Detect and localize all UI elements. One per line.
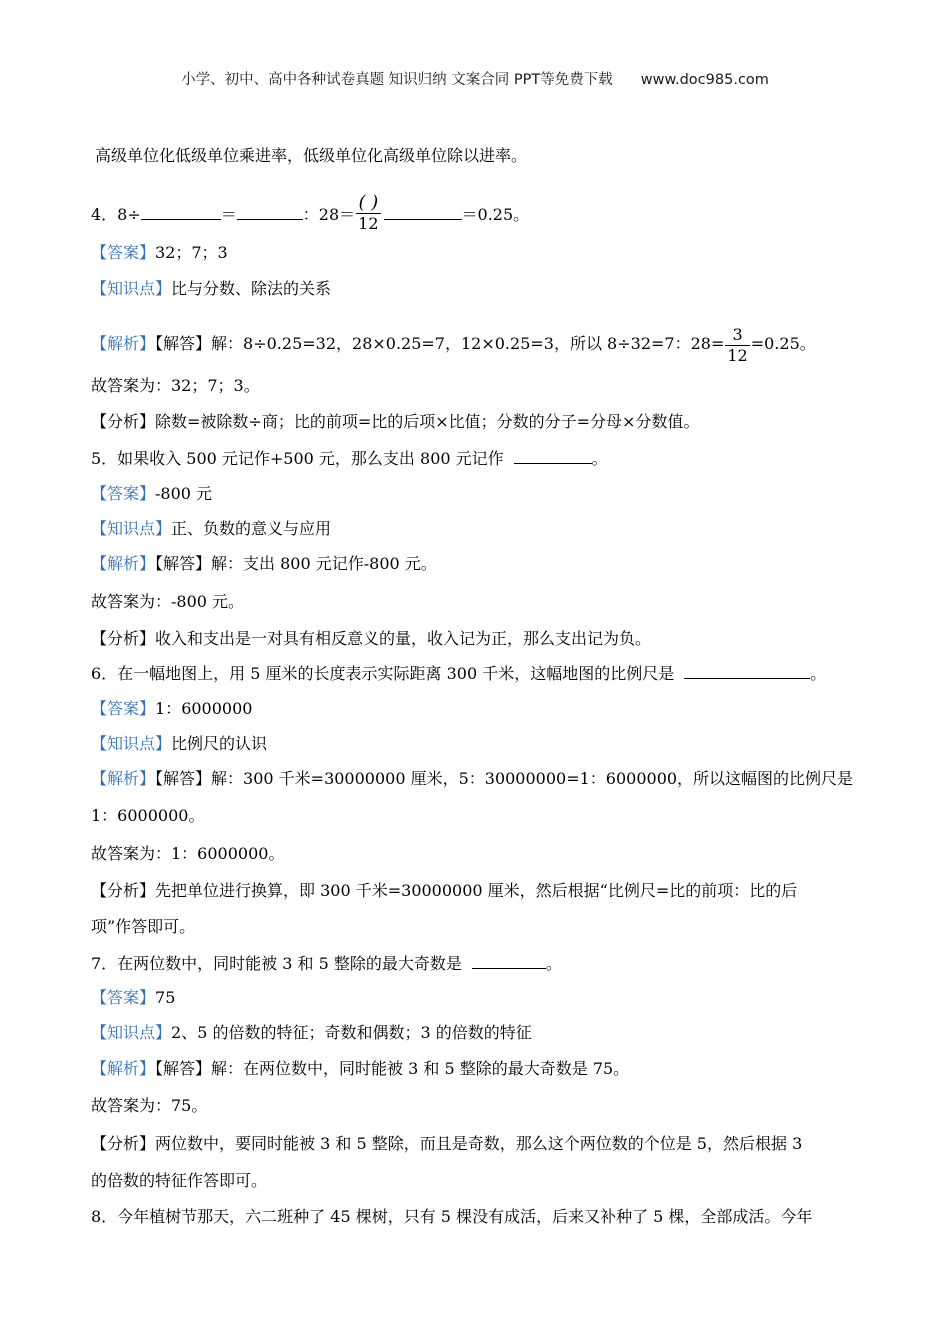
q4-fraction-numerator: ( ) xyxy=(356,193,380,214)
q7-solution xyxy=(91,1059,629,1079)
q5-blank xyxy=(514,449,592,464)
q4-equals: ＝ xyxy=(220,205,237,224)
q4-solution-fraction xyxy=(725,325,749,366)
q6-knowledge xyxy=(91,734,267,754)
q7-question xyxy=(91,954,562,974)
q6-solution xyxy=(91,769,853,789)
q5-solution-text: 解：支出 800 元记作-800 元。 xyxy=(211,554,437,573)
q7-blank xyxy=(472,954,546,969)
solve-label: 【解答】 xyxy=(155,1059,212,1078)
q4-solution-numerator: 3 xyxy=(725,325,749,346)
q4-reason-text: 除数=被除数÷商；比的前项=比的后项×比值；分数的分子=分母×分数值。 xyxy=(155,412,700,431)
reason-label: 【分析】 xyxy=(91,412,156,431)
header-title: 小学、初中、高中各种试卷真题 知识归纳 文案合同 PPT等免费下载 xyxy=(181,72,613,88)
q6-question xyxy=(91,664,826,684)
reason-label: 【分析】 xyxy=(91,1134,156,1153)
q4-blank-2 xyxy=(237,205,303,220)
solve-label: 【解答】 xyxy=(155,554,212,573)
q6-final: 故答案为：1：6000000。 xyxy=(91,844,285,863)
q4-knowledge-text: 比与分数、除法的关系 xyxy=(171,279,332,298)
q7-answer xyxy=(91,988,175,1008)
q4-end: ＝0.25。 xyxy=(461,205,530,224)
q5-answer-text: -800 元 xyxy=(155,484,213,503)
q5-final: 故答案为：-800 元。 xyxy=(91,592,245,611)
q6-reason-cont: 项”作答即可。 xyxy=(91,917,196,936)
q6-answer-text: 1：6000000 xyxy=(155,699,253,718)
q5-question-text: 5．如果收入 500 元记作+500 元，那么支出 800 元记作 xyxy=(91,449,504,468)
q4-final: 故答案为：32；7；3。 xyxy=(91,376,260,395)
q4-solution-denominator: 12 xyxy=(727,346,748,365)
q4-fraction xyxy=(356,193,380,234)
q7-question-end: 。 xyxy=(545,954,562,973)
q7-question-text: 7．在两位数中，同时能被 3 和 5 整除的最大奇数是 xyxy=(91,954,462,973)
q8-question: 8．今年植树节那天，六二班种了 45 棵树，只有 5 棵没有成活，后来又补种了 5 棵，全部成活。今年 xyxy=(91,1207,813,1226)
q4-answer xyxy=(91,243,228,263)
analysis-label: 【解析】 xyxy=(91,1059,156,1078)
q7-reason-text: 两位数中，要同时能被 3 和 5 整除，而且是奇数，那么这个两位数的个位是 5，然后根据 3 xyxy=(155,1134,803,1153)
q6-question-text: 6．在一幅地图上，用 5 厘米的长度表示实际距离 300 千米，这幅地图的比例尺是 xyxy=(91,664,675,683)
analysis-label: 【解析】 xyxy=(91,334,156,353)
q5-knowledge xyxy=(91,519,331,539)
q6-reason xyxy=(91,881,797,901)
answer-label: 【答案】 xyxy=(91,699,156,718)
q6-solution-cont: 1：6000000。 xyxy=(91,806,205,825)
q4-number: 4．8÷ xyxy=(91,205,141,224)
intro-text: 高级单位化低级单位乘进率，低级单位化高级单位除以进率。 xyxy=(95,146,528,165)
q5-question xyxy=(91,449,608,469)
q4-knowledge xyxy=(91,279,331,299)
knowledge-label: 【知识点】 xyxy=(91,279,172,298)
q5-reason-text: 收入和支出是一对具有相反意义的量，收入记为正，那么支出记为负。 xyxy=(155,629,652,648)
q4-question xyxy=(91,192,530,236)
q6-blank xyxy=(684,664,810,679)
q7-knowledge-text: 2、5 的倍数的特征；奇数和偶数；3 的倍数的特征 xyxy=(171,1023,532,1042)
q6-solution-text: 解：300 千米=30000000 厘米，5：30000000=1：6000000，所以这幅图的比例尺是 xyxy=(211,769,854,788)
q4-ratio-part: ：28＝ xyxy=(302,205,356,224)
answer-label: 【答案】 xyxy=(91,243,156,262)
q4-answer-text: 32；7；3 xyxy=(155,243,228,262)
q6-answer xyxy=(91,699,252,719)
q6-knowledge-text: 比例尺的认识 xyxy=(171,734,268,753)
solve-label: 【解答】 xyxy=(155,334,212,353)
q5-solution xyxy=(91,554,437,574)
q4-solution xyxy=(91,324,816,365)
knowledge-label: 【知识点】 xyxy=(91,519,172,538)
knowledge-label: 【知识点】 xyxy=(91,1023,172,1042)
q4-fraction-denominator: 12 xyxy=(358,214,379,233)
analysis-label: 【解析】 xyxy=(91,769,156,788)
q6-question-end: 。 xyxy=(810,664,827,683)
q5-reason xyxy=(91,629,651,649)
knowledge-label: 【知识点】 xyxy=(91,734,172,753)
q7-reason xyxy=(91,1134,802,1154)
q5-knowledge-text: 正、负数的意义与应用 xyxy=(171,519,332,538)
q7-solution-text: 解：在两位数中，同时能被 3 和 5 整除的最大奇数是 75。 xyxy=(211,1059,630,1078)
q4-reason xyxy=(91,412,699,432)
q4-blank-3 xyxy=(384,205,462,220)
page-header xyxy=(0,68,950,89)
answer-label: 【答案】 xyxy=(91,988,156,1007)
solve-label: 【解答】 xyxy=(155,769,212,788)
q4-solution-end: =0.25。 xyxy=(750,334,816,353)
reason-label: 【分析】 xyxy=(91,881,156,900)
q7-answer-text: 75 xyxy=(155,988,176,1007)
analysis-label: 【解析】 xyxy=(91,554,156,573)
q6-reason-text: 先把单位进行换算，即 300 千米=30000000 厘米，然后根据“比例尺=比的前项：比的后 xyxy=(155,881,798,900)
q7-final: 故答案为：75。 xyxy=(91,1096,208,1115)
q4-blank-1 xyxy=(141,205,221,220)
q7-reason-cont: 的倍数的特征作答即可。 xyxy=(91,1171,268,1190)
q4-solution-text: 解：8÷0.25=32，28×0.25=7，12×0.25=3，所以 8÷32=7：28= xyxy=(211,334,725,353)
header-site: www.doc985.com xyxy=(640,72,769,88)
answer-label: 【答案】 xyxy=(91,484,156,503)
q7-knowledge xyxy=(91,1023,532,1043)
q5-answer xyxy=(91,484,212,504)
reason-label: 【分析】 xyxy=(91,629,156,648)
q5-question-end: 。 xyxy=(591,449,608,468)
